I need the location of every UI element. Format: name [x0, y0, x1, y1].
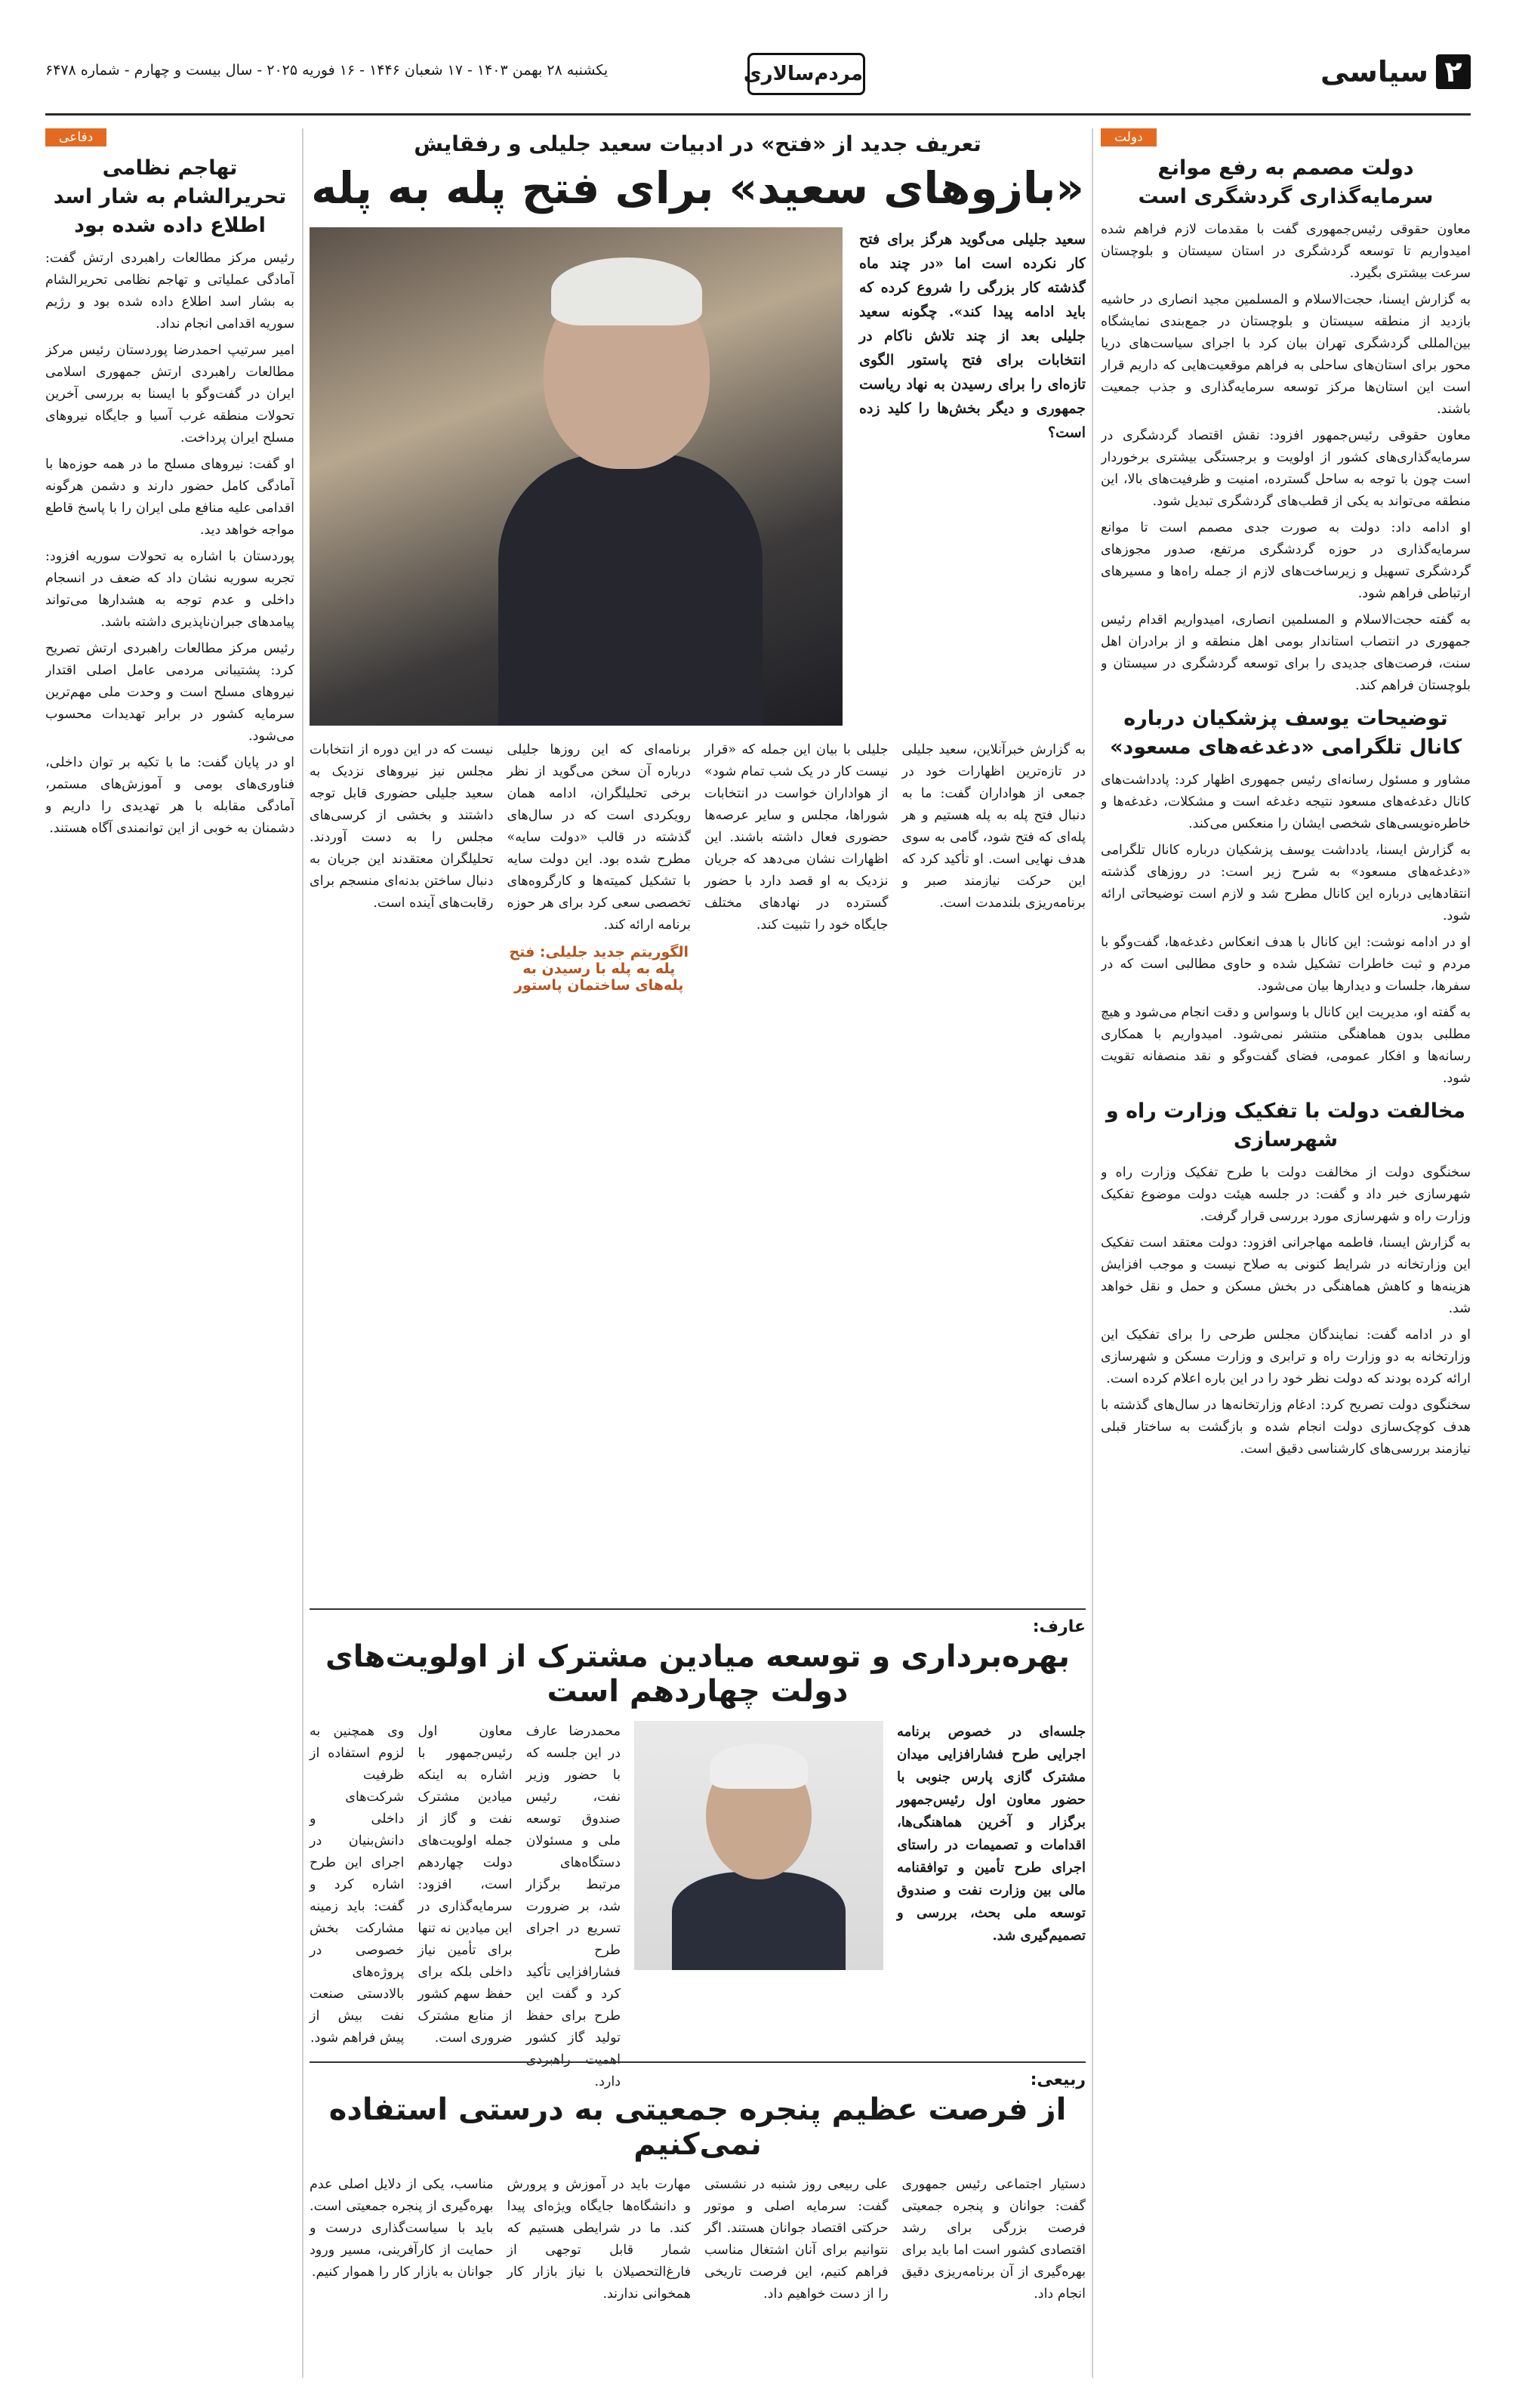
- article-paragraph: او گفت: نیروهای مسلح ما در همه حوزه‌ها با آمادگی کامل حضور دارند و دشمن هرگونه اقدامی علیه منافع ملی ایران را با پاسخ قاطع مواجه خواهد دید.: [45, 457, 294, 538]
- article-paragraph: معاون اول رئیس‌جمهور با اشاره به اینکه میادین مشترک نفت و گاز از جمله اولویت‌های دولت چهاردهم است، افزود: سرمایه‌گذاری در این میادین نه تنها برای تأمین نیاز داخلی بلکه برای حفظ سهم کشور از منابع مشترک ضروری است.: [418, 1724, 513, 2046]
- article-paragraph: دستیار اجتماعی رئیس جمهوری گفت: جوانان و پنجره جمعیتی فرصت بزرگی برای رشد اقتصادی کشور است اما باید برای بهره‌گیری از آن برنامه‌ریزی دقیق انجام داد.: [901, 2177, 1086, 2302]
- article-lead: جلسه‌ای در خصوص برنامه اجرایی طرح فشارافزایی میدان مشترک گازی پارس جنوبی با حضور معاون اول رئیس‌جمهور برگزار و آخرین هماهنگی‌ها، اقدامات و تصمیمات در راستای اجرای طرح تأمین و توافقنامه مالی بین وزارت نفت و صندوق توسعه ملی بحث، بررسی و تصمیم‌گیری شد.: [897, 1724, 1086, 1944]
- dateline: یکشنبه ۲۸ بهمن ۱۴۰۳ - ۱۷ شعبان ۱۴۴۶ - ۱۶ فوریه ۲۰۲۵ - سال بیست و چهارم - شماره ۶۴۷۸: [45, 62, 609, 79]
- rabiei-article: [310, 2061, 1086, 2310]
- article-paragraph: به گفته حجت‌الاسلام و المسلمین انصاری، امیدواریم اقدام رئیس جمهوری در انتصاب استاندار بومی اهل منطقه و از برادران اهل سنت، فرصت‌های جدیدی را برای توسعه گردشگری در سیستان و بلوچستان فراهم کند.: [1101, 612, 1471, 693]
- article-paragraph: رئیس مرکز مطالعات راهبردی ارتش تصریح کرد: پشتیبانی مردمی عامل اصلی اقتدار نیروهای مسلح است و وحدت ملی مهم‌ترین سرمایه کشور در برابر تهدیدات محسوب می‌شود.: [45, 641, 294, 744]
- article-paragraph: علی ربیعی روز شنبه در نشستی گفت: سرمایه اصلی و موتور حرکتی اقتصاد جوانان هستند. اگر نتوانیم برای آنان اشتغال مناسب فراهم کنیم، این فرصت تاریخی را از دست خواهیم داد.: [704, 2177, 889, 2302]
- article-paragraph: محمدرضا عارف در این جلسه که با حضور وزیر نفت، رئیس صندوق توسعه ملی و مسئولان دستگاه‌های مرتبط برگزار شد، بر ضرورت تسریع در اجرای طرح فشارافزایی تأکید کرد و گفت این طرح برای حفظ تولید گاز کشور اهمیت راهبردی دارد.: [525, 1724, 621, 2089]
- article-paragraph: معاون حقوقی رئیس‌جمهوری گفت با مقدمات لازم فراهم شده امیدواریم تا توسعه گردشگری در استان سیستان و بلوچستان سرعت بیشتری بگیرد.: [1101, 222, 1471, 281]
- article-headline: بهره‌برداری و توسعه میادین مشترک از اولویت‌های دولت چهاردهم است: [325, 1639, 1070, 1709]
- page-number: ۲: [1436, 54, 1471, 89]
- pull-quote: الگوریتم جدید جلیلی: فتح پله به پله با رسیدن به پله‌های ساختمان پاستور: [509, 944, 689, 994]
- article-paragraph: به گزارش ایسنا، یادداشت یوسف پزشکیان درباره کانال تلگرامی «دغدغه‌های مسعود» به شرح زیر است: در روزهای گذشته انتقادهایی درباره این کانال مطرح شد و لازم است توضیحاتی ارائه شود.: [1101, 843, 1471, 923]
- article-title: دولت مصمم به رفع موانع سرمایه‌گذاری گردشگری است: [1138, 156, 1434, 208]
- right-news-column: [1101, 128, 1471, 2378]
- section-tag: دولت: [1101, 128, 1157, 146]
- article-paragraph: جلیلی با بیان این جمله که «قرار نیست کار در یک شب تمام شود» از هواداران خواست در انتخابات شوراها، مجلس و سایر عرصه‌ها حضوری فعال داشته باشند. این اظهارات نشان می‌دهد که جریان نزدیک به او قصد دارد با حضور گسترده در نهادهای مختلف جایگاه خود را تثبیت کند.: [704, 742, 889, 933]
- article-headline: از فرصت عظیم پنجره جمعیتی به درستی استفاده نمی‌کنیم: [328, 2092, 1067, 2162]
- article-title: توضیحات یوسف پزشکیان درباره کانال تلگرامی «دغدغه‌های مسعود»: [1109, 707, 1462, 759]
- article-paragraph: او در ادامه نوشت: این کانال با هدف انعکاس دغدغه‌ها، گفت‌وگو با مردم و ثبت خاطرات تشکیل شده و حاوی مطالبی است که در سفرها، جلسات و دیدارها بیان می‌شود.: [1101, 935, 1471, 994]
- main-article: [310, 128, 1086, 1601]
- article-paragraph: مناسب، یکی از دلایل اصلی عدم بهره‌گیری از پنجره جمعیتی است. باید با سیاست‌گذاری درست و حمایت از کارآفرینی، مسیر ورود جوانان به بازار کار را هموار کنیم.: [310, 2177, 494, 2280]
- article-paragraph: او در ادامه گفت: نمایندگان مجلس طرحی را برای تفکیک این وزارتخانه به دو وزارت راه و ترابری و وزارت مسکن و شهرسازی ارائه کرده بودند که دولت نظر خود را در این باره اعلام کرده است.: [1101, 1327, 1471, 1386]
- article-paragraph: نیست که در این دوره از انتخابات مجلس نیز نیروهای نزدیک به سعید جلیلی حضوری قابل توجه داشتند و بخشی از کرسی‌های مجلس را به دست آوردند. تحلیلگران معتقدند این جریان به دنبال ساختن بدنه‌ای منسجم برای رقابت‌های آینده است.: [310, 742, 494, 911]
- article-paragraph: برنامه‌ای که این روزها جلیلی درباره آن سخن می‌گوید از نظر برخی تحلیلگران، ادامه همان رویکردی است که در سال‌های گذشته در قالب «دولت سایه» مطرح شده بود. این دولت سایه با تشکیل کمیته‌ها و کارگروه‌های تخصصی سعی کرد برای هر حوزه برنامه ارائه کند.: [507, 742, 691, 933]
- article-paragraph: پوردستان با اشاره به تحولات سوریه افزود: تجربه سوریه نشان داد که ضعف در انسجام داخلی و عدم توجه به هشدارها می‌تواند پیامدهای جبران‌ناپذیری داشته باشد.: [45, 549, 294, 630]
- section-name: سیاسی: [1320, 55, 1428, 88]
- article-paragraph: امیر سرتیپ احمدرضا پوردستان رئیس مرکز مطالعات راهبردی ارتش جمهوری اسلامی ایران در گفت‌وگو با ایسنا به بررسی آخرین تحولات منطقه غرب آسیا و جایگاه نیروهای مسلح ایران پرداخت.: [45, 343, 294, 446]
- article-paragraph: او ادامه داد: دولت به صورت جدی مصمم است تا موانع سرمایه‌گذاری در حوزه گردشگری مرتفع، صدور مجوزهای گردشگری تسهیل و زیرساخت‌های لازم از جمله راه‌ها و مسیرهای ارتباطی فراهم شود.: [1101, 520, 1471, 601]
- aref-photo: [634, 1721, 883, 1970]
- article-paragraph: معاون حقوقی رئیس‌جمهور افزود: نقش اقتصاد گردشگری در سرمایه‌گذاری‌های کشور از اولویت و برجستگی بیشتری برخوردار است چون با توجه به ساحل گسترده، امنیت و ظرفیت‌های بالا، این منطقه می‌تواند به یکی از قطب‌های گردشگری تبدیل شود.: [1101, 428, 1471, 509]
- main-lead: سعید جلیلی می‌گوید هرگز برای فتح کار نکرده است اما «در چند ماه گذشته کار بزرگی را شروع کرده که باید ادامه پیدا کند». چگونه سعید جلیلی بعد از چند تلاش ناکام در انتخابات برای فتح پاستور الگوی تازه‌ای را برای رسیدن به نهاد ریاست جمهوری و دیگر بخش‌ها را کلید زده است؟: [859, 231, 1086, 441]
- column-divider: [302, 128, 304, 2378]
- article-paragraph: او در پایان گفت: ما با تکیه بر توان داخلی، فناوری‌های بومی و آموزش‌های مستمر، آمادگی مقابله با هر تهدیدی را داریم و دشمنان به خوبی از این توانمندی آگاه هستند.: [45, 755, 294, 836]
- jalili-photo: [310, 227, 843, 726]
- main-headline: «بازوهای سعید» برای فتح پله به پله: [311, 162, 1084, 214]
- section-label: [1320, 54, 1471, 89]
- aref-article: [310, 1608, 1086, 2098]
- article-paragraph: رئیس مرکز مطالعات راهبردی ارتش گفت: آمادگی عملیاتی و تهاجم نظامی تحریرالشام به بشار اسد اطلاع داده شده بود و رژیم سوریه اقدامی انجام نداد.: [45, 251, 294, 331]
- article-paragraph: به گزارش ایسنا، فاطمه مهاجرانی افزود: دولت معتقد است تفکیک این وزارتخانه در شرایط کنونی به صلاح نیست و موجب افزایش هزینه‌ها و کاهش هماهنگی در بخش مسکن و حمل و نقل خواهد شد.: [1101, 1235, 1471, 1316]
- article-paragraph: به گزارش ایسنا، حجت‌الاسلام و المسلمین مجید انصاری در حاشیه بازدید از منطقه سیستان و بلوچستان در جمع‌بندی نمایشگاه بین‌المللی گردشگری تهران بیان کرد با اجرای سیاست‌های دریا محور برای استان‌های ساحلی به فراهم موقعیت‌هایی که داریم قرار است این استان‌ها مرکز توسعه سرمایه‌گذاری و جذب جمعیت باشند.: [1101, 292, 1471, 417]
- article-paragraph: مهارت باید در آموزش و پرورش و دانشگاه‌ها جایگاه ویژه‌ای پیدا کند. ما در شرایطی هستیم که شمار قابل توجهی از فارغ‌التحصیلان با نیاز بازار کار همخوانی ندارند.: [507, 2177, 691, 2302]
- article-title: تهاجم نظامی تحریرالشام به شار اسد اطلاع داده شده بود: [53, 156, 287, 237]
- newspaper-logo: مردم‌سالاری: [747, 53, 865, 95]
- left-news-column: [45, 128, 294, 2378]
- section-tag: دفاعی: [45, 128, 106, 146]
- article-paragraph: وی همچنین به لزوم استفاده از ظرفیت شرکت‌های داخلی و دانش‌بنیان در اجرای این طرح اشاره کرد و گفت: باید زمینه مشارکت بخش خصوصی در پروژه‌های بالادستی صنعت نفت بیش از پیش فراهم شود.: [310, 1724, 405, 2046]
- column-divider: [1092, 128, 1093, 2378]
- article-paragraph: سخنگوی دولت از مخالفت دولت با طرح تفکیک وزارت راه و شهرسازی خبر داد و گفت: در جلسه هیئت دولت موضوع تفکیک وزارت راه و شهرسازی مورد بررسی قرار گرفت.: [1101, 1165, 1471, 1224]
- article-paragraph: مشاور و مسئول رسانه‌ای رئیس جمهوری اظهار کرد: پادداشت‌های کانال دغدغه‌های مسعود نتیجه دغدغه است و مشکلات، دغدغه‌ها و خاطره‌نویسی‌های شخصی ایشان را منعکس می‌کند.: [1101, 772, 1471, 831]
- article-title: مخالفت دولت با تفکیک وزارت راه و شهرسازی: [1105, 1099, 1466, 1152]
- article-paragraph: به گزارش خبرآنلاین، سعید جلیلی در تازه‌ترین اظهارات خود در جمعی از هواداران گفت: ما به دنبال فتح پله به پله هستیم و هر پله‌ای که فتح شود، گامی به سوی هدف نهایی است. او تأکید کرد که این حرکت نیازمند صبر و برنامه‌ریزی بلندمدت است.: [901, 742, 1086, 911]
- masthead: [45, 45, 1471, 116]
- article-kicker: ربیعی:: [1030, 2070, 1086, 2089]
- article-paragraph: به گفته او، مدیریت این کانال با وسواس و دقت انجام می‌شود و هیچ مطلبی بدون هماهنگی منتشر نمی‌شود. امیدواریم با همکاری رسانه‌ها و افکار عمومی، فضای گفت‌وگو و نقد منصفانه تقویت شود.: [1101, 1005, 1471, 1086]
- article-paragraph: سخنگوی دولت تصریح کرد: ادغام وزارتخانه‌ها در سال‌های گذشته با هدف کوچک‌سازی دولت انجام شده و بازگشت به ساختار قبلی نیازمند بررسی‌های کارشناسی دقیق است.: [1101, 1398, 1471, 1457]
- article-kicker: عارف:: [1032, 1617, 1086, 1636]
- main-kicker: تعریف جدید از «فتح» در ادبیات سعید جلیلی و رفقایش: [414, 131, 981, 156]
